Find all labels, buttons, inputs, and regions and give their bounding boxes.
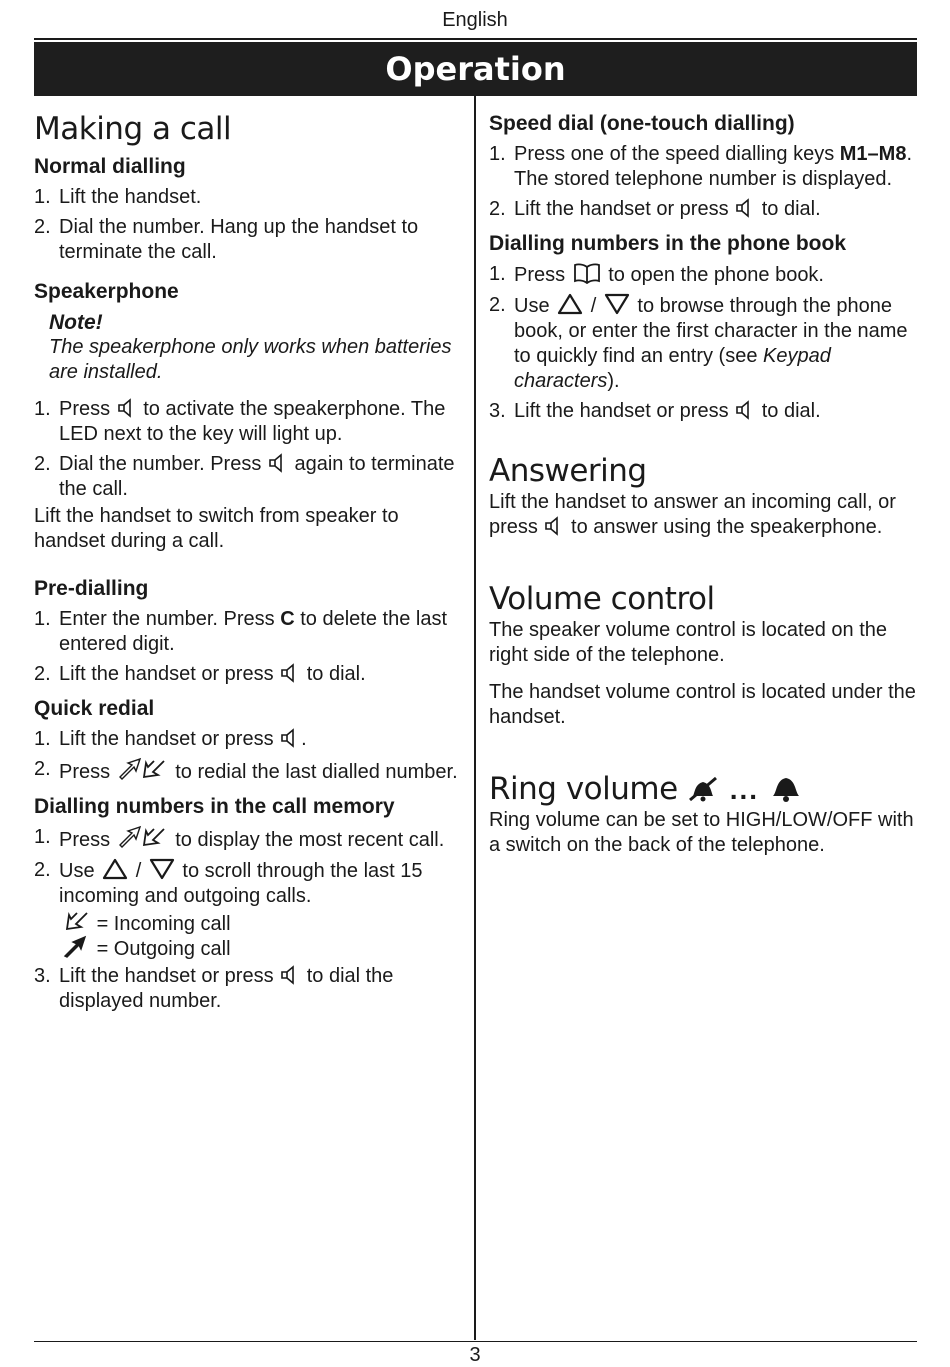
- speaker-icon: [281, 728, 299, 748]
- speaker-icon: [545, 516, 563, 536]
- heading-phone-book: Dialling numbers in the phone book: [489, 232, 847, 255]
- heading-speakerphone: Speakerphone: [34, 280, 179, 303]
- legend-outgoing: = Outgoing call: [59, 934, 462, 959]
- bell-icon: [769, 774, 803, 804]
- heading-ring-volume: Ring volume: [489, 771, 678, 807]
- speaker-icon: [736, 198, 754, 218]
- outgoing-call-icon: [61, 934, 89, 958]
- speed-dial-keys: M1–M8: [839, 143, 907, 165]
- volume-text-2: The handset volume control is located under the handset.: [489, 681, 916, 728]
- speaker-icon: [736, 400, 754, 420]
- list-item: 2. Use / to browse through the phone book, or enter the first character in the name to quickly find an entry (see Keypad characters).: [489, 294, 908, 392]
- answering-text: Lift the handset to answer an incoming call, or press to answer using the speakerphone.: [489, 491, 896, 538]
- note-text: The speakerphone only works when batteries are installed.: [49, 336, 452, 383]
- page-number: 3: [469, 1344, 481, 1366]
- column-divider: [474, 96, 476, 1340]
- ring-volume-dots: ...: [729, 773, 760, 805]
- redial-icon: [118, 757, 168, 781]
- heading-volume-control: Volume control: [489, 581, 715, 617]
- ring-volume-text: Ring volume can be set to HIGH/LOW/OFF with a switch on the back of the telephone.: [489, 809, 914, 856]
- speaker-icon: [281, 965, 299, 985]
- phone-book-steps: [489, 262, 917, 424]
- list-item: 2. Press to redial the last dialled number.: [34, 758, 458, 783]
- heading-speed-dial: Speed dial (one-touch dialling): [489, 112, 795, 135]
- speaker-icon: [118, 398, 136, 418]
- list-item: 3. Lift the handset or press to dial.: [489, 400, 821, 422]
- list-item: 1. Press one of the speed dialling keys M1–M8. The stored telephone number is displayed.: [489, 143, 913, 190]
- list-item: 2. Use / to scroll through the last 15 incoming and outgoing calls. = Incoming call = Outgoing call: [34, 858, 462, 959]
- list-item: 1. Press to open the phone book.: [489, 263, 824, 286]
- call-type-legend: [59, 909, 462, 959]
- list-item: 1. Lift the handset or press .: [34, 728, 307, 750]
- incoming-call-icon: [61, 909, 89, 933]
- up-arrow-icon: [102, 858, 128, 880]
- speakerphone-steps: [34, 397, 462, 502]
- speed-dial-steps: [489, 142, 917, 222]
- heading-making-a-call: Making a call: [34, 111, 232, 147]
- heading-quick-redial: Quick redial: [34, 697, 155, 720]
- list-item: 2. Dial the number. Press again to terminate the call.: [34, 453, 455, 500]
- language-label: English: [442, 9, 508, 31]
- key-c: C: [280, 608, 295, 630]
- list-item: 1. Lift the handset.: [34, 186, 202, 208]
- down-arrow-icon: [604, 293, 630, 315]
- list-item: 3. Lift the handset or press to dial the displayed number.: [34, 965, 394, 1012]
- note-box: [49, 310, 462, 385]
- phonebook-icon: [573, 262, 601, 284]
- call-memory-steps: [34, 825, 462, 1014]
- legend-incoming: = Incoming call: [59, 909, 462, 934]
- down-arrow-icon: [149, 858, 175, 880]
- pre-dialling-steps: [34, 607, 462, 687]
- volume-text-1: The speaker volume control is located on the right side of the telephone.: [489, 619, 887, 666]
- list-item: 1. Press to activate the speakerphone. The LED next to the key will light up.: [34, 398, 446, 445]
- normal-dialling-steps: [34, 185, 462, 265]
- bell-off-icon: [686, 774, 720, 804]
- top-rule: [34, 38, 917, 40]
- list-item: 2. Dial the number. Hang up the handset to terminate the call.: [34, 216, 419, 263]
- keypad-characters-ref: Keypad characters: [514, 345, 831, 392]
- list-item: 2. Lift the handset or press to dial.: [34, 663, 366, 685]
- list-item: 1. Enter the number. Press C to delete the last entered digit.: [34, 608, 448, 655]
- redial-icon: [118, 825, 168, 849]
- up-arrow-icon: [557, 293, 583, 315]
- section-banner: Operation: [34, 42, 917, 96]
- quick-redial-steps: [34, 727, 462, 785]
- list-item: 2. Lift the handset or press to dial.: [489, 198, 821, 220]
- ring-volume-heading-row: [489, 770, 917, 808]
- heading-normal-dialling: Normal dialling: [34, 155, 186, 178]
- bottom-rule: [34, 1341, 917, 1342]
- heading-call-memory: Dialling numbers in the call memory: [34, 795, 395, 818]
- note-title: Note!: [49, 311, 103, 334]
- heading-answering: Answering: [489, 453, 647, 489]
- list-item: 1. Press to display the most recent call.: [34, 826, 445, 851]
- speaker-icon: [269, 453, 287, 473]
- heading-pre-dialling: Pre-dialling: [34, 577, 149, 600]
- right-column: [489, 111, 917, 858]
- left-column: [34, 110, 462, 1019]
- speakerphone-switch-text: Lift the handset to switch from speaker to handset during a call.: [34, 505, 399, 552]
- speaker-icon: [281, 663, 299, 683]
